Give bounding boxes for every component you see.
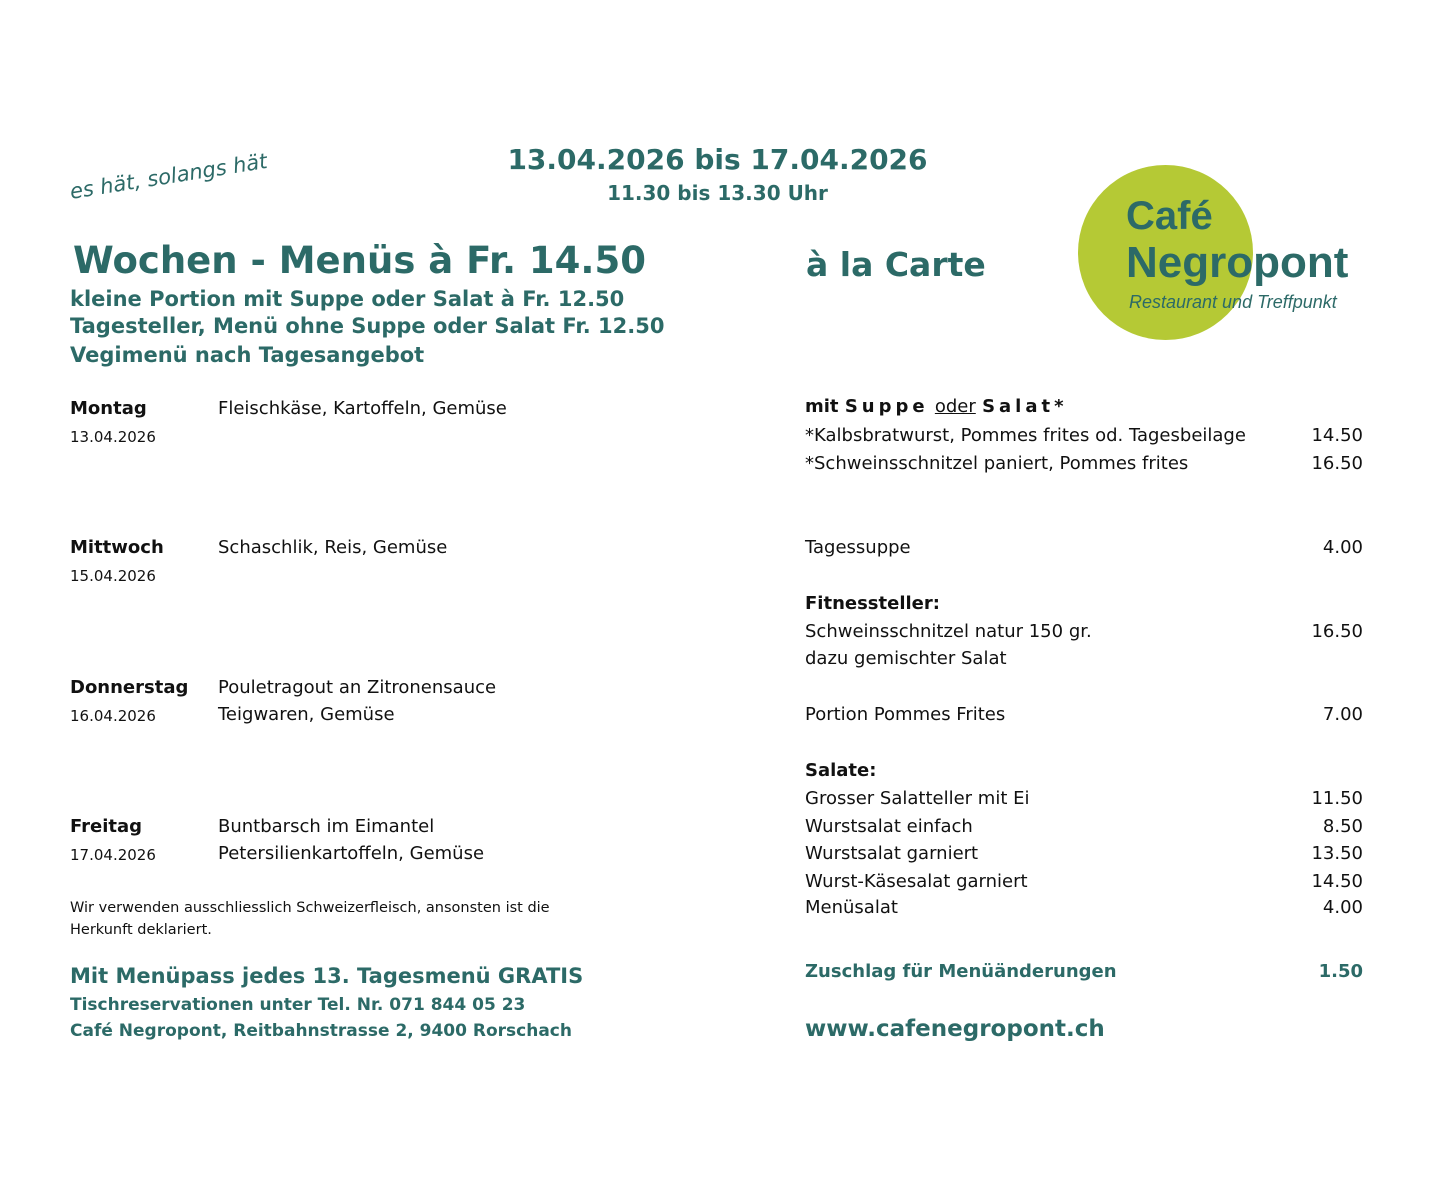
pommes-name: Portion Pommes Frites (805, 704, 1006, 725)
tagessuppe-name: Tagessuppe (805, 537, 911, 558)
salad-item-name: Wurstsalat garniert (805, 843, 979, 864)
logo-title-negropont: Negropont (1126, 238, 1349, 287)
day-name-thursday: Donnerstag (70, 677, 189, 698)
dish-wednesday: Schaschlik, Reis, Gemüse (218, 537, 448, 558)
day-date-wednesday: 15.04.2026 (70, 567, 156, 585)
weekly-menu-title: Wochen - Menüs à Fr. 14.50 (73, 239, 646, 282)
salad-item-price: 14.50 (1311, 871, 1363, 892)
address: Café Negropont, Reitbahnstrasse 2, 9400 Rorschach (70, 1021, 572, 1041)
day-date-monday: 13.04.2026 (70, 428, 156, 446)
fitness-item-sub: dazu gemischter Salat (805, 648, 1007, 669)
soup-salad-heading (805, 396, 1068, 417)
dish-friday-2: Petersilienkartoffeln, Gemüse (218, 843, 485, 864)
salad-item-price: 13.50 (1311, 843, 1363, 864)
menu-item-price: 16.50 (1311, 453, 1363, 474)
heading-suppe: Suppe (844, 396, 929, 417)
salad-item-price: 11.50 (1311, 788, 1363, 809)
day-name-wednesday: Mittwoch (70, 537, 164, 558)
heading-oder: oder (934, 396, 976, 417)
dish-thursday-2: Teigwaren, Gemüse (218, 704, 395, 725)
fitness-heading: Fitnessteller: (805, 593, 940, 614)
weekly-tagesteller: Tagesteller, Menü ohne Suppe oder Salat Fr. 12.50 (70, 314, 665, 338)
dish-monday: Fleischkäse, Kartoffeln, Gemüse (218, 398, 507, 419)
menupass-promo: Mit Menüpass jedes 13. Tagesmenü GRATIS (70, 964, 584, 988)
salad-item-name: Grosser Salatteller mit Ei (805, 788, 1030, 809)
slogan: es hät, solangs hät (68, 148, 269, 204)
meat-origin-note-1: Wir verwenden ausschliesslich Schweizerfleisch, ansonsten ist die (70, 900, 550, 916)
menu-item-price: 14.50 (1311, 425, 1363, 446)
logo-subtitle: Restaurant und Treffpunkt (1129, 292, 1337, 312)
salad-item-price: 8.50 (1322, 816, 1363, 837)
time-range: 11.30 bis 13.30 Uhr (607, 181, 828, 205)
date-range: 13.04.2026 bis 17.04.2026 (507, 143, 928, 176)
heading-mit: mit (805, 396, 839, 417)
day-name-monday: Montag (70, 398, 147, 419)
alacarte-title: à la Carte (806, 245, 986, 284)
menu-item-name: *Kalbsbratwurst, Pommes frites od. Tagesbeilage (805, 425, 1246, 446)
fitness-item-price: 16.50 (1311, 621, 1363, 642)
logo-title-cafe: Café (1126, 194, 1213, 238)
day-name-friday: Freitag (70, 816, 143, 837)
surcharge-label: Zuschlag für Menüänderungen (805, 961, 1117, 982)
salad-item-name: Wurstsalat einfach (805, 816, 973, 837)
salad-item-name: Menüsalat (805, 897, 898, 918)
salad-item-name: Wurst-Käsesalat garniert (805, 871, 1028, 892)
menu-item-name: *Schweinsschnitzel paniert, Pommes frites (805, 453, 1189, 474)
surcharge-price: 1.50 (1318, 961, 1363, 982)
meat-origin-note-2: Herkunft deklariert. (70, 922, 212, 938)
weekly-small-portion: kleine Portion mit Suppe oder Salat à Fr. 12.50 (70, 287, 625, 311)
day-date-thursday: 16.04.2026 (70, 707, 156, 725)
fitness-item-name: Schweinsschnitzel natur 150 gr. (805, 621, 1092, 642)
pommes-price: 7.00 (1322, 704, 1363, 725)
reservation-info: Tischreservationen unter Tel. Nr. 071 844 05 23 (70, 995, 526, 1015)
website-link[interactable]: www.cafenegropont.ch (805, 1016, 1105, 1042)
salate-heading: Salate: (805, 760, 877, 781)
tagessuppe-price: 4.00 (1322, 537, 1363, 558)
day-date-friday: 17.04.2026 (70, 846, 156, 864)
heading-salat: Salat* (982, 396, 1068, 417)
weekly-vegimenu: Vegimenü nach Tagesangebot (70, 343, 425, 367)
dish-thursday-1: Pouletragout an Zitronensauce (218, 677, 497, 698)
dish-friday-1: Buntbarsch im Eimantel (218, 816, 435, 837)
salad-item-price: 4.00 (1322, 897, 1363, 918)
